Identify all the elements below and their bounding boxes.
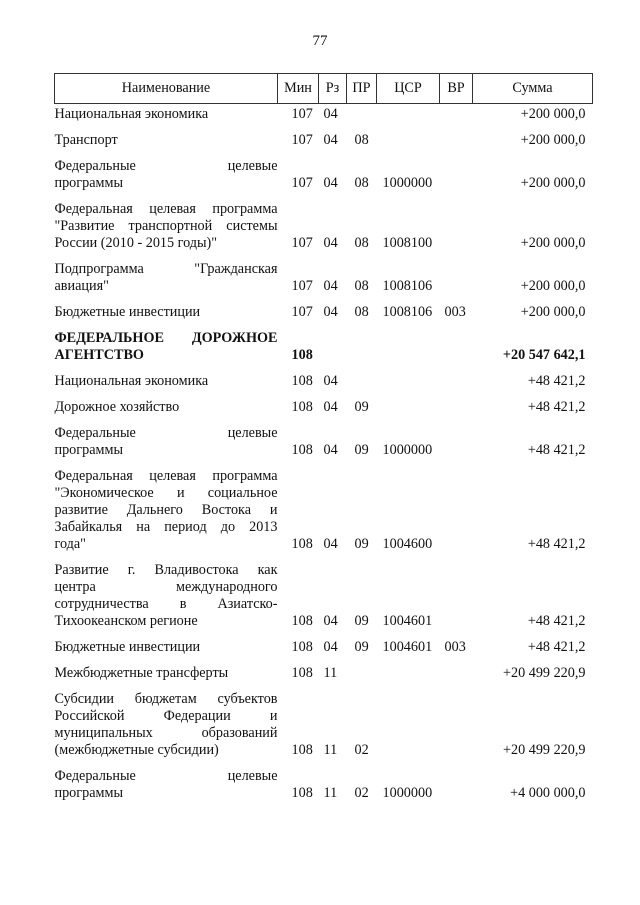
cell-name bbox=[55, 630, 278, 656]
cell-vr bbox=[440, 123, 473, 149]
cell-name-line: России (2010 - 2015 годы)" bbox=[54, 235, 218, 251]
cell-vr: 003 bbox=[444, 639, 466, 655]
table-row bbox=[55, 459, 593, 553]
table-body bbox=[55, 104, 593, 803]
table-row bbox=[55, 553, 593, 630]
cell-pr: 09 bbox=[354, 639, 369, 655]
cell-name-line: (межбюджетные субсидии) bbox=[54, 742, 219, 758]
cell-name-line: Национальная экономика bbox=[54, 373, 209, 389]
cell-name bbox=[55, 553, 278, 630]
cell-pr: 08 bbox=[354, 175, 369, 191]
cell-name-line: Федеральная целевая программа bbox=[54, 468, 278, 484]
cell-rz: 04 bbox=[323, 106, 338, 122]
cell-sum: +48 421,2 bbox=[527, 399, 586, 415]
cell-vr bbox=[440, 390, 473, 416]
cell-name bbox=[55, 123, 278, 149]
cell-rz: 04 bbox=[323, 304, 338, 320]
header-vr: ВР bbox=[440, 74, 473, 104]
cell-name-line: Федеральные целевые bbox=[54, 768, 278, 784]
cell-name bbox=[55, 656, 278, 682]
cell-min: 108 bbox=[291, 373, 313, 389]
cell-csr: 1004601 bbox=[382, 639, 433, 655]
cell-csr: 1004601 bbox=[382, 613, 433, 629]
cell-min: 107 bbox=[291, 106, 313, 122]
cell-name bbox=[55, 390, 278, 416]
cell-pr: 02 bbox=[354, 785, 369, 801]
cell-pr bbox=[347, 656, 377, 682]
cell-name-line: "Экономическое и социальное bbox=[54, 485, 278, 501]
cell-name-line: Бюджетные инвестиции bbox=[54, 304, 201, 320]
cell-csr bbox=[377, 321, 440, 364]
table-header-row bbox=[55, 74, 593, 104]
cell-pr: 08 bbox=[354, 304, 369, 320]
table-row bbox=[55, 656, 593, 682]
cell-name bbox=[55, 416, 278, 459]
cell-rz: 04 bbox=[323, 536, 338, 552]
cell-sum: +200 000,0 bbox=[520, 235, 586, 251]
cell-name bbox=[55, 759, 278, 802]
cell-csr bbox=[377, 390, 440, 416]
cell-csr: 1008100 bbox=[382, 235, 433, 251]
header-min: Мин bbox=[278, 74, 319, 104]
header-pr: ПР bbox=[347, 74, 377, 104]
cell-name-line: Федеральная целевая программа bbox=[54, 201, 278, 217]
cell-min: 108 bbox=[291, 347, 313, 363]
header-name: Наименование bbox=[55, 74, 278, 104]
cell-rz: 11 bbox=[323, 665, 338, 681]
cell-min: 108 bbox=[291, 785, 313, 801]
cell-min: 107 bbox=[291, 304, 313, 320]
cell-sum: +200 000,0 bbox=[520, 106, 586, 122]
cell-name bbox=[55, 192, 278, 252]
cell-rz bbox=[319, 321, 347, 364]
cell-min: 108 bbox=[291, 442, 313, 458]
table-row bbox=[55, 321, 593, 364]
table-row bbox=[55, 149, 593, 192]
cell-min: 107 bbox=[291, 132, 313, 148]
cell-name-line: Российской Федерации и bbox=[54, 708, 278, 724]
cell-pr bbox=[347, 104, 377, 124]
table-row bbox=[55, 759, 593, 802]
cell-name bbox=[55, 149, 278, 192]
cell-rz: 04 bbox=[323, 442, 338, 458]
table-row bbox=[55, 252, 593, 295]
cell-name-line: Дорожное хозяйство bbox=[54, 399, 180, 415]
cell-vr bbox=[440, 252, 473, 295]
cell-name-line: Бюджетные инвестиции bbox=[54, 639, 201, 655]
cell-rz: 04 bbox=[323, 278, 338, 294]
cell-sum: +200 000,0 bbox=[520, 175, 586, 191]
cell-sum: +48 421,2 bbox=[527, 442, 586, 458]
cell-csr: 1000000 bbox=[382, 785, 433, 801]
cell-name-line: Забайкалья на период до 2013 bbox=[54, 519, 278, 535]
cell-pr: 09 bbox=[354, 536, 369, 552]
cell-pr: 09 bbox=[354, 613, 369, 629]
table-row bbox=[55, 295, 593, 321]
cell-name-line: центра международного bbox=[54, 579, 278, 595]
cell-sum: +200 000,0 bbox=[520, 304, 586, 320]
cell-pr: 08 bbox=[354, 235, 369, 251]
cell-min: 108 bbox=[291, 665, 313, 681]
page-number: 77 bbox=[312, 33, 328, 49]
header-rz: Рз bbox=[319, 74, 347, 104]
table-row bbox=[55, 682, 593, 759]
cell-sum: +200 000,0 bbox=[520, 132, 586, 148]
table-row bbox=[55, 123, 593, 149]
table-row bbox=[55, 630, 593, 656]
cell-name bbox=[55, 459, 278, 553]
table-row bbox=[55, 104, 593, 124]
cell-pr: 08 bbox=[354, 278, 369, 294]
cell-vr bbox=[440, 416, 473, 459]
cell-pr: 02 bbox=[354, 742, 369, 758]
cell-name-line: Субсидии бюджетам субъектов bbox=[54, 691, 278, 707]
cell-csr: 1000000 bbox=[382, 175, 433, 191]
cell-name bbox=[55, 295, 278, 321]
cell-min: 108 bbox=[291, 742, 313, 758]
cell-name-line: "Развитие транспортной системы bbox=[54, 218, 278, 234]
cell-pr bbox=[347, 364, 377, 390]
cell-vr bbox=[440, 459, 473, 553]
cell-vr bbox=[440, 149, 473, 192]
cell-min: 108 bbox=[291, 639, 313, 655]
cell-name-line: авиация" bbox=[54, 278, 109, 294]
header-csr: ЦСР bbox=[377, 74, 440, 104]
cell-vr bbox=[440, 321, 473, 364]
cell-name bbox=[55, 682, 278, 759]
cell-min: 107 bbox=[291, 175, 313, 191]
cell-rz: 04 bbox=[323, 175, 338, 191]
cell-rz: 04 bbox=[323, 639, 338, 655]
cell-name-line: сотрудничества в Азиатско- bbox=[54, 596, 278, 612]
cell-csr bbox=[377, 104, 440, 124]
cell-name-line: Национальная экономика bbox=[54, 106, 209, 122]
cell-name-line: Федеральные целевые bbox=[54, 158, 278, 174]
cell-sum: +20 547 642,1 bbox=[502, 347, 586, 363]
cell-rz: 04 bbox=[323, 235, 338, 251]
cell-name-line: Развитие г. Владивостока как bbox=[54, 562, 278, 578]
cell-name-line: года" bbox=[54, 536, 86, 552]
cell-pr: 09 bbox=[354, 399, 369, 415]
cell-min: 108 bbox=[291, 399, 313, 415]
cell-name-line: Тихоокеанском регионе bbox=[54, 613, 198, 629]
cell-sum: +48 421,2 bbox=[527, 639, 586, 655]
cell-csr: 1008106 bbox=[382, 304, 433, 320]
cell-name-line: программы bbox=[54, 442, 123, 458]
cell-name bbox=[55, 104, 278, 124]
cell-rz: 04 bbox=[323, 373, 338, 389]
cell-name-line: Федеральные целевые bbox=[54, 425, 278, 441]
cell-sum: +4 000 000,0 bbox=[510, 785, 586, 801]
cell-vr: 003 bbox=[444, 304, 466, 320]
cell-sum: +48 421,2 bbox=[527, 613, 586, 629]
cell-vr bbox=[440, 759, 473, 802]
cell-name-line: ФЕДЕРАЛЬНОЕ ДОРОЖНОЕ bbox=[54, 330, 278, 346]
cell-sum: +48 421,2 bbox=[527, 536, 586, 552]
cell-name-line: программы bbox=[54, 785, 123, 801]
table-row bbox=[55, 364, 593, 390]
cell-vr bbox=[440, 682, 473, 759]
cell-name-line: Транспорт bbox=[54, 132, 118, 148]
cell-vr bbox=[440, 192, 473, 252]
cell-min: 107 bbox=[291, 235, 313, 251]
cell-vr bbox=[440, 364, 473, 390]
cell-pr: 08 bbox=[354, 132, 369, 148]
cell-min: 107 bbox=[291, 278, 313, 294]
table-row bbox=[55, 390, 593, 416]
cell-rz: 11 bbox=[323, 742, 338, 758]
cell-name-line: развитие Дальнего Востока и bbox=[54, 502, 278, 518]
cell-sum: +200 000,0 bbox=[520, 278, 586, 294]
cell-csr: 1000000 bbox=[382, 442, 433, 458]
cell-sum: +20 499 220,9 bbox=[503, 665, 586, 681]
table-row bbox=[55, 192, 593, 252]
cell-csr bbox=[377, 682, 440, 759]
cell-rz: 04 bbox=[323, 399, 338, 415]
cell-sum: +20 499 220,9 bbox=[503, 742, 586, 758]
cell-name bbox=[55, 321, 278, 364]
cell-rz: 11 bbox=[323, 785, 338, 801]
cell-pr bbox=[347, 321, 377, 364]
cell-csr: 1004600 bbox=[382, 536, 433, 552]
cell-pr: 09 bbox=[354, 442, 369, 458]
cell-name-line: Межбюджетные трансферты bbox=[54, 665, 229, 681]
cell-csr bbox=[377, 656, 440, 682]
table-row bbox=[55, 416, 593, 459]
cell-name-line: муниципальных образований bbox=[54, 725, 278, 741]
cell-rz: 04 bbox=[323, 613, 338, 629]
cell-sum: +48 421,2 bbox=[527, 373, 586, 389]
cell-name-line: Подпрограмма "Гражданская bbox=[54, 261, 278, 277]
budget-table bbox=[54, 73, 593, 802]
cell-rz: 04 bbox=[323, 132, 338, 148]
cell-vr bbox=[440, 656, 473, 682]
cell-name-line: АГЕНТСТВО bbox=[54, 347, 144, 363]
cell-csr bbox=[377, 364, 440, 390]
cell-min: 108 bbox=[291, 536, 313, 552]
cell-min: 108 bbox=[291, 613, 313, 629]
cell-name bbox=[55, 252, 278, 295]
cell-vr bbox=[440, 553, 473, 630]
cell-csr bbox=[377, 123, 440, 149]
cell-name-line: программы bbox=[54, 175, 123, 191]
cell-csr: 1008106 bbox=[382, 278, 433, 294]
cell-name bbox=[55, 364, 278, 390]
cell-vr bbox=[440, 104, 473, 124]
header-sum: Сумма bbox=[473, 74, 593, 104]
